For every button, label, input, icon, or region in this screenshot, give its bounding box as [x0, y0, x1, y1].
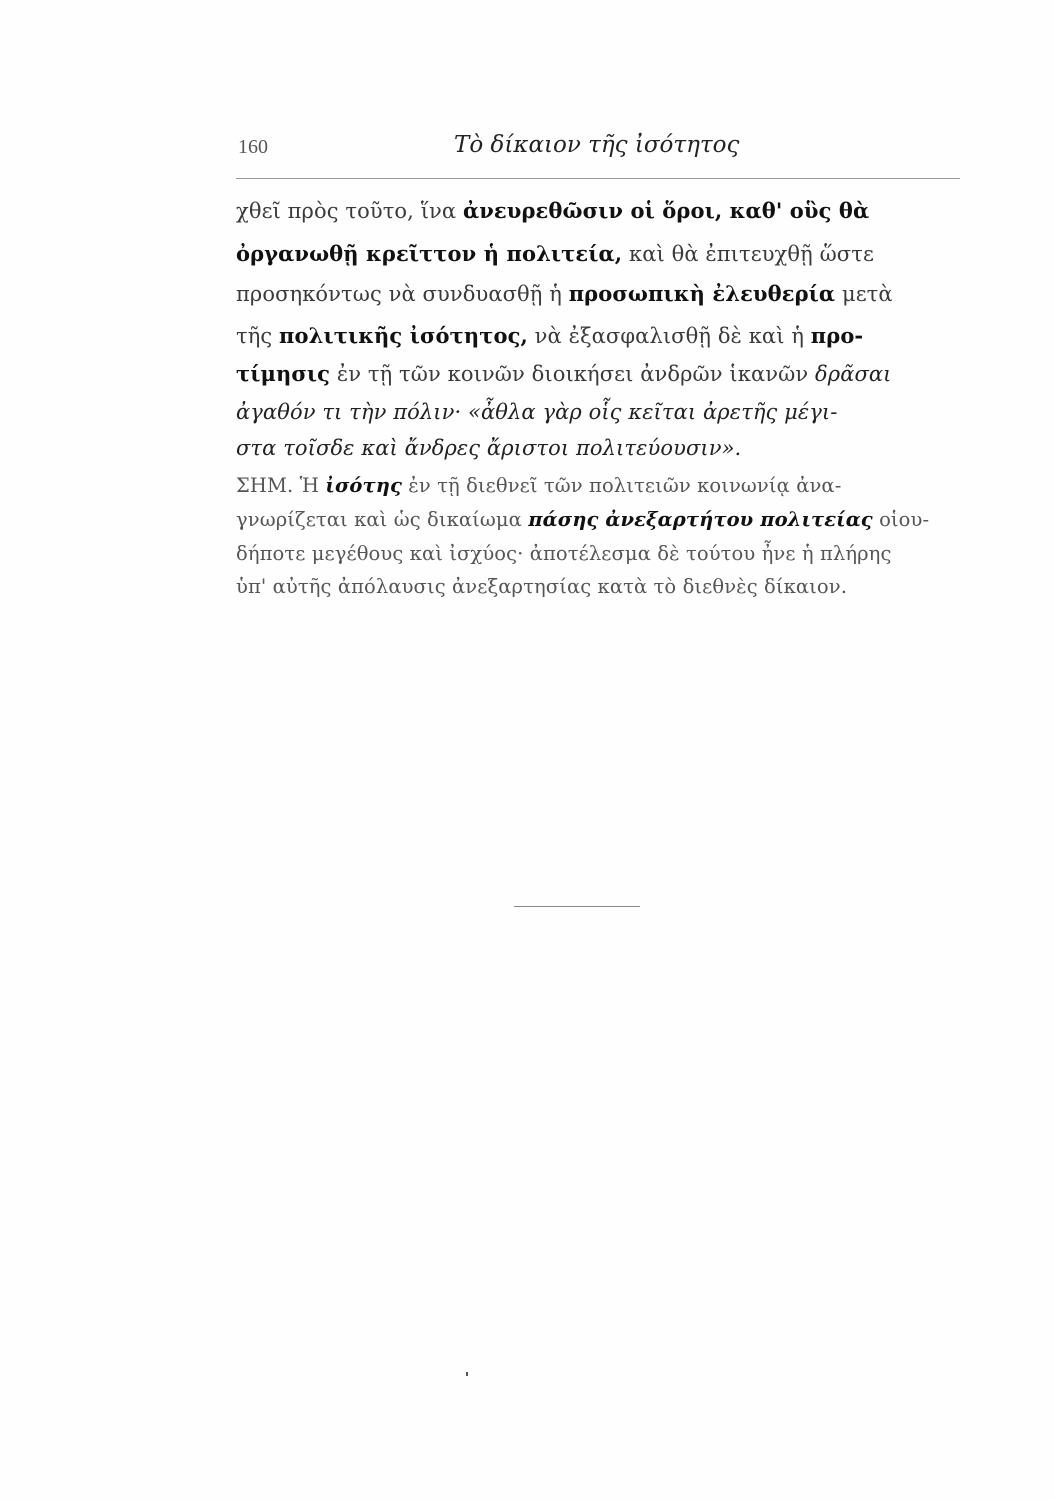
- italic-text-run: δρᾶσαι: [815, 362, 892, 386]
- page-header: [238, 132, 958, 172]
- page-number: 160: [238, 136, 268, 158]
- text-run: μετὰ: [835, 282, 893, 306]
- body-line: [236, 400, 960, 424]
- bold-text-run: προ-: [810, 323, 864, 348]
- bold-text-run: προσωπικὴ ἐλευθερία: [568, 281, 836, 306]
- text-run: δήποτε μεγέθους καὶ ἰσχύος· ἀποτέλεσμα δὲ τούτου ἦνε ἡ πλήρης: [236, 542, 892, 565]
- body-line: [236, 361, 960, 386]
- text-run: τῆς: [236, 324, 280, 348]
- body-line: [236, 198, 960, 223]
- bold-text-run: τίμησις: [236, 361, 331, 386]
- body-line: [236, 281, 960, 306]
- note-line: [236, 474, 960, 497]
- text-run: ΣΗΜ. Ἡ: [236, 474, 326, 497]
- text-run: οἱου-: [872, 508, 930, 531]
- italic-text-run: ἀγαθόν τι τὴν πόλιν· «ἆθλα γὰρ οἷς κεῖται ἀρετῆς μέγι-: [236, 400, 838, 424]
- text-run: ἐν τῇ τῶν κοινῶν διοικήσει ἀνδρῶν ἱκανῶν: [330, 362, 815, 386]
- bold-italic-text-run: πάσης ἀνεξαρτήτου πολιτείας: [528, 508, 873, 531]
- bold-italic-text-run: ἰσότης: [325, 474, 402, 497]
- print-speck: [466, 1372, 468, 1376]
- note-line: [236, 508, 960, 531]
- body-line: [236, 323, 960, 348]
- section-end-rule: [514, 906, 640, 907]
- text-run: ἐν τῇ διεθνεῖ τῶν πολιτειῶν κοινωνίᾳ ἀνα-: [402, 474, 842, 497]
- running-title: Τὸ δίκαιον τῆς ἰσότητος: [454, 132, 740, 158]
- bold-text-run: ἀνευρεθῶσιν οἱ ὅροι, καθ' οὓς θὰ: [462, 198, 870, 223]
- note-line: [236, 575, 960, 598]
- note-line: [236, 542, 960, 565]
- text-run: νὰ ἐξασφαλισθῇ δὲ καὶ ἡ: [527, 324, 811, 348]
- bold-text-run: πολιτικῆς ἰσότητος,: [279, 323, 528, 348]
- text-run: καὶ θὰ ἐπιτευχθῇ ὥστε: [622, 242, 874, 266]
- text-run: χθεῖ πρὸς τοῦτο, ἵνα: [236, 199, 463, 223]
- text-run: προσηκόντως νὰ συνδυασθῇ ἡ: [236, 282, 569, 306]
- italic-text-run: στα τοῖσδε καὶ ἄνδρες ἄριστοι πολιτεύουσιν».: [236, 436, 742, 460]
- body-line: [236, 241, 960, 266]
- bold-text-run: ὀργανωθῇ κρεῖττον ἡ πολιτεία,: [236, 241, 623, 266]
- text-run: γνωρίζεται καὶ ὡς δικαίωμα: [236, 508, 529, 531]
- body-line: [236, 436, 960, 460]
- header-rule: [236, 178, 960, 179]
- text-run: ὑπ' αὐτῆς ἀπόλαυσις ἀνεξαρτησίας κατὰ τὸ διεθνὲς δίκαιον.: [236, 575, 848, 598]
